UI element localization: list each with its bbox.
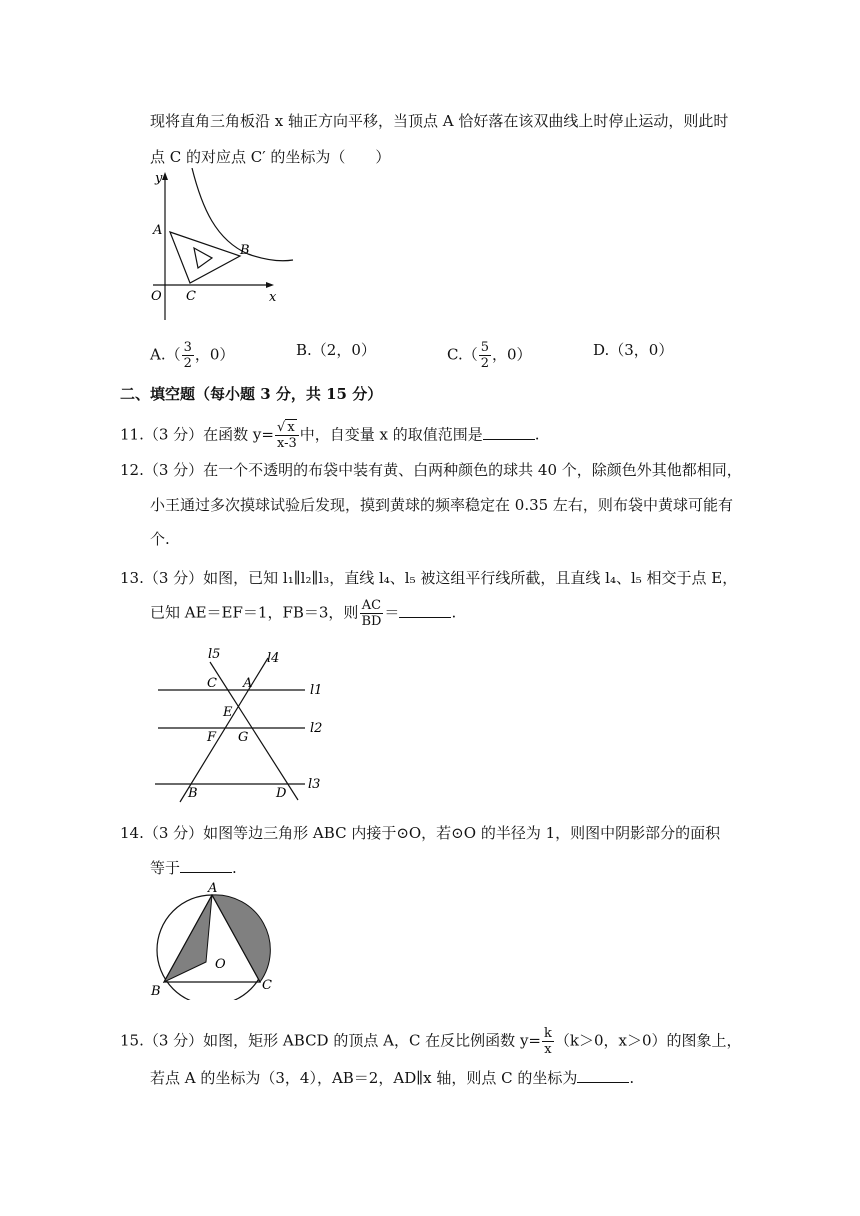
label-c: C <box>186 289 196 304</box>
q13-den: BD <box>361 614 382 629</box>
q15-line2 <box>150 1068 634 1088</box>
label-d: D <box>276 786 287 801</box>
q14-figure <box>148 882 278 1000</box>
q13-line2 <box>150 598 456 629</box>
option-c-label: C.（ <box>447 345 478 364</box>
q15-end: . <box>629 1069 635 1087</box>
q13-figure <box>150 640 340 805</box>
label-c: C <box>262 978 272 993</box>
label-l2: l2 <box>310 721 323 736</box>
q13-fraction <box>359 598 383 629</box>
q15-den: x <box>544 1042 552 1057</box>
label-y: y <box>155 171 163 186</box>
q11-num: √ x <box>275 420 299 436</box>
label-e: E <box>223 705 233 720</box>
option-c-tail: ，0） <box>492 345 532 364</box>
label-b: B <box>151 984 161 999</box>
q10-figure <box>150 168 300 330</box>
label-f: F <box>207 730 217 745</box>
label-g: G <box>238 730 249 745</box>
label-l4: l4 <box>267 651 280 666</box>
label-x: x <box>269 290 277 305</box>
q11-line <box>120 420 540 451</box>
section2-title: 二、填空题（每小题 3 分，共 15 分） <box>120 385 383 403</box>
q11-num-radicand: x <box>287 420 295 435</box>
q14-line1: 14.（3 分）如图等边三角形 ABC 内接于⊙O，若⊙O 的半径为 1，则图中阴影部分的面积 <box>120 824 721 842</box>
label-l1: l1 <box>310 683 323 698</box>
q11-answer-blank[interactable] <box>483 425 535 440</box>
label-a: A <box>208 882 218 896</box>
q11-fraction <box>275 420 299 451</box>
option-c-fraction <box>479 340 491 371</box>
q13-prefix: 已知 AE＝EF＝1，FB＝3，则 <box>150 603 359 622</box>
option-a-den: 2 <box>183 356 192 371</box>
label-o: O <box>151 289 162 304</box>
option-c-den: 2 <box>480 356 489 371</box>
q10-option-c <box>447 340 532 371</box>
label-b: B <box>240 243 250 258</box>
q12-line3: 个. <box>150 530 170 548</box>
q10-line2: 点 C 的对应点 C′ 的坐标为（ ） <box>150 148 391 166</box>
q14-prefix: 等于 <box>150 859 181 877</box>
q12-line1: 12.（3 分）在一个不透明的布袋中装有黄、白两种颜色的球共 40 个，除颜色外其他都相同， <box>120 461 742 479</box>
label-a: A <box>153 223 163 238</box>
q13-suffix: ＝ <box>384 603 400 622</box>
q15-prefix: 15.（3 分）如图，矩形 ABCD 的顶点 A，C 在反比例函数 y= <box>120 1031 541 1050</box>
label-l3: l3 <box>308 777 321 792</box>
q13-num: AC <box>361 598 382 613</box>
line-l4 <box>180 658 268 802</box>
q13-line1: 13.（3 分）如图，已知 l₁∥l₂∥l₃，直线 l₄、l₅ 被这组平行线所截，且直线 l₄、l₅ 相交于点 E， <box>120 569 738 587</box>
option-a-num: 3 <box>183 340 192 355</box>
q10-option-b: B.（2，0） <box>296 341 376 359</box>
q15-suffix: （k＞0，x＞0）的图象上， <box>554 1031 742 1050</box>
q11-suffix: 中，自变量 x 的取值范围是 <box>299 425 483 444</box>
x-axis-arrow <box>266 282 274 288</box>
label-a: A <box>243 676 253 691</box>
q15-fraction <box>542 1026 554 1057</box>
option-a-fraction <box>182 340 194 371</box>
q10-option-d: D.（3，0） <box>593 341 674 359</box>
q13-end: . <box>451 603 457 622</box>
option-c-num: 5 <box>480 340 489 355</box>
q15-num: k <box>544 1026 552 1041</box>
option-a-label: A.（ <box>150 345 181 364</box>
label-l5: l5 <box>208 647 221 662</box>
q10-option-a <box>150 340 234 371</box>
q11-end: . <box>534 425 540 444</box>
label-o: O <box>215 957 226 972</box>
label-b: B <box>188 786 198 801</box>
label-c: C <box>207 676 217 691</box>
q15-line2-text: 若点 A 的坐标为（3，4），AB＝2，AD∥x 轴，则点 C 的坐标为 <box>150 1069 578 1087</box>
q11-prefix: 11.（3 分）在函数 y= <box>120 425 274 444</box>
option-a-tail: ，0） <box>194 345 235 364</box>
q12-line2: 小王通过多次摸球试验后发现，摸到黄球的频率稳定在 0.35 左右，则布袋中黄球可能有 <box>150 496 733 514</box>
q15-answer-blank[interactable] <box>577 1068 629 1083</box>
q11-den: x-3 <box>276 436 297 451</box>
inner-triangle <box>194 248 212 268</box>
q14-answer-blank[interactable] <box>180 858 232 873</box>
q13-answer-blank[interactable] <box>399 603 451 618</box>
q14-line2 <box>150 858 237 878</box>
y-axis-arrow <box>162 172 168 180</box>
triangle-abc <box>170 232 240 283</box>
q14-end: . <box>232 859 237 877</box>
q10-line1: 现将直角三角板沿 x 轴正方向平移，当顶点 A 恰好落在该双曲线上时停止运动，则此时 <box>150 112 729 130</box>
q15-line1 <box>120 1026 742 1057</box>
